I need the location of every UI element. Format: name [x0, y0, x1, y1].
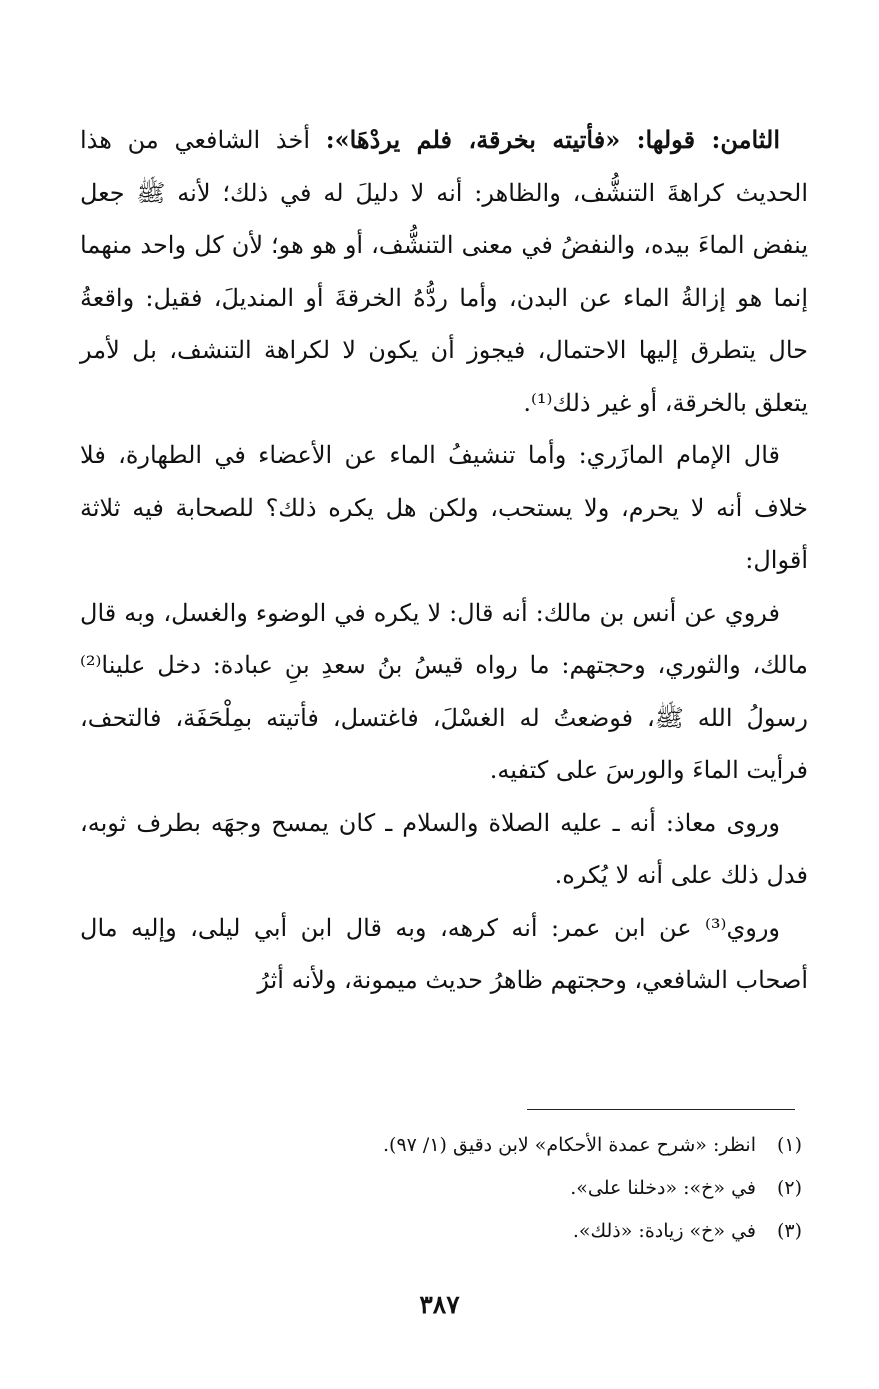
footnote-number: (٢) — [776, 1177, 802, 1199]
paragraph-4: وروى معاذ: أنه ـ عليه الصلاة والسلام ـ كان يمسح وجهَه بطرف ثوبه، فدل ذلك على أنه لا يُكره. — [80, 808, 808, 889]
paragraph-3: فروي عن أنس بن مالك: أنه قال: لا يكره في الوضوء والغسل، وبه قال مالك، والثوري، وحجتهم: ما رواه قيسُ بنُ سعدِ بنِ عبادة: دخل علينا⁽²⁾ رسولُ الله ﷺ، فوضعتُ له الغسْلَ، فاغتسل، فأتيته بمِلْحَفَة، فالتحف، فرأيت الماءَ والورسَ على كتفيه. — [80, 598, 808, 784]
footnote-number: (١) — [776, 1134, 802, 1156]
footnote-text: في «خ» زيادة: «ذلك». — [572, 1220, 756, 1242]
page-number: ٣٨٧ — [419, 1290, 460, 1319]
paragraph-1 — [80, 114, 808, 429]
footnote-divider — [527, 1109, 795, 1110]
footnote-3 — [80, 1210, 802, 1253]
footnote-number: (٣) — [776, 1220, 802, 1242]
footnote-1 — [80, 1124, 802, 1167]
main-text — [80, 114, 808, 1007]
paragraph-2: قال الإمام المازَري: وأما تنشيفُ الماء عن الأعضاء في الطهارة، فلا خلاف أنه لا يحرم، ولا يستحب، ولكن هل يكره ذلك؟ للصحابة فيه ثلاثة أقوال: — [80, 441, 808, 574]
footnotes — [80, 1124, 802, 1253]
paragraph-1-rest: أخذ الشافعي من هذا الحديث كراهةَ التنشُّف، والظاهر: أنه لا دليلَ له في ذلك؛ لأنه ﷺ جعل ينفض الماءَ بيده، والنفضُ في معنى التنشُّف، أو هو هو؛ لأن كل واحد منهما إنما هو إزالةُ الماء عن البدن، وأما ردُّهُ الخرقةَ أو المنديلَ، فقيل: واقعةُ حال يتطرق إليها الاحتمال، فيجوز أن يكون لا لكراهة التنشف، بل لأمر يتعلق بالخرقة، أو غير ذلك⁽¹⁾. — [80, 126, 809, 417]
paragraph-5: وروي⁽³⁾ عن ابن عمر: أنه كرهه، وبه قال ابن أبي ليلى، وإليه مال أصحاب الشافعي، وحجتهم ظاهرُ حديث ميمونة، ولأنه أثرُ — [80, 913, 808, 994]
footnote-2 — [80, 1167, 802, 1210]
footnote-text: في «خ»: «دخلنا على». — [570, 1177, 756, 1199]
paragraph-1-lead: الثامن: قولها: «فأتيته بخرقة، فلم يردْهَا»: — [325, 125, 781, 154]
footnote-text: انظر: «شرح عمدة الأحكام» لابن دقيق (١/ ٩٧). — [382, 1134, 756, 1156]
